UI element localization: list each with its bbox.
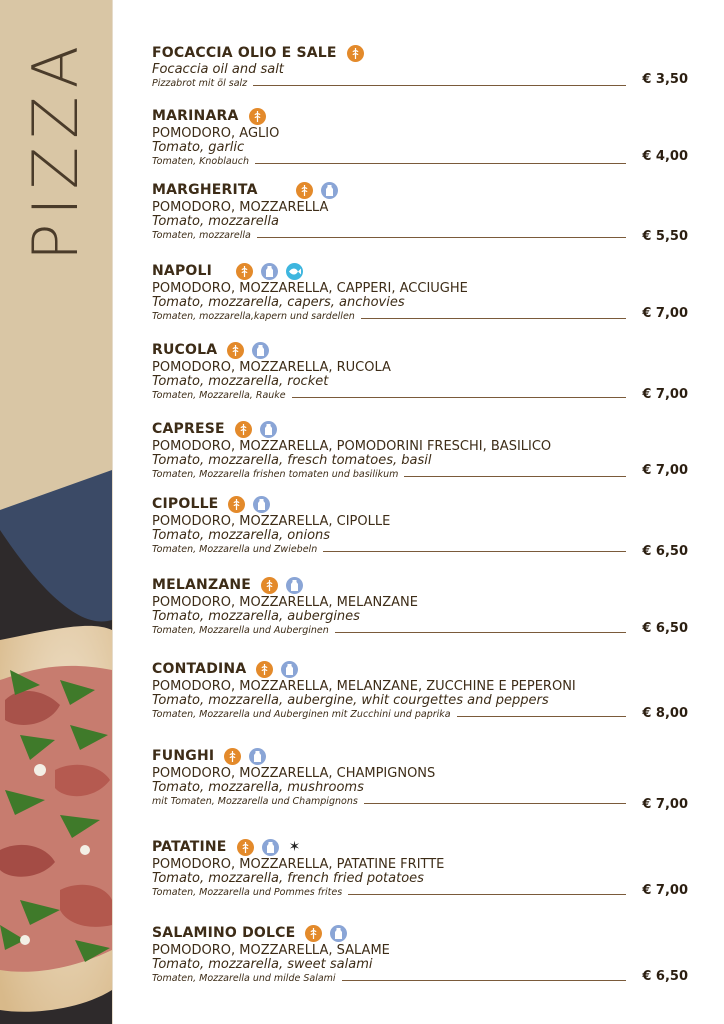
wheat-icon bbox=[237, 839, 254, 856]
price-leader-line bbox=[404, 476, 626, 477]
sidebar-title-text: PIZZA bbox=[19, 37, 93, 261]
ingredients-german-row bbox=[152, 972, 692, 985]
ingredients-english: Focaccia oil and salt bbox=[152, 62, 284, 77]
milk-icon bbox=[281, 661, 298, 678]
wheat-icon bbox=[305, 925, 322, 942]
price: € 6,50 bbox=[642, 621, 688, 636]
allergen-icons bbox=[236, 263, 311, 280]
pizza-name: PATATINE bbox=[152, 839, 227, 855]
ingredients-german-row bbox=[152, 229, 692, 242]
price-leader-line bbox=[292, 397, 626, 398]
ingredients-german-row bbox=[152, 155, 692, 168]
ingredients-german: Tomaten, Mozzarella und Auberginen mit Zucchini und paprika bbox=[152, 709, 451, 720]
ingredients-italian: POMODORO, MOZZARELLA, CHAMPIGNONS bbox=[152, 766, 436, 781]
allergen-icons bbox=[256, 661, 306, 678]
ingredients-german-row bbox=[152, 624, 692, 637]
menu-item-header bbox=[152, 923, 692, 943]
price-leader-line bbox=[255, 163, 626, 164]
price-leader-line bbox=[361, 318, 626, 319]
pizza-name: CONTADINA bbox=[152, 661, 247, 677]
ingredients-german: Tomaten, Mozzarella und Auberginen bbox=[152, 625, 329, 636]
ingredients-german-row bbox=[152, 310, 692, 323]
pizza-name: CIPOLLE bbox=[152, 496, 219, 512]
menu-item-header bbox=[152, 494, 692, 514]
ingredients-german-row bbox=[152, 468, 692, 481]
pizza-photo bbox=[0, 470, 112, 1024]
sidebar-edge bbox=[112, 0, 113, 1024]
pizza-name: MARINARA bbox=[152, 108, 239, 124]
ingredients-german: Tomaten, Mozzarella und Pommes frites bbox=[152, 887, 343, 898]
menu-item-header bbox=[152, 837, 692, 857]
ingredients-german-row bbox=[152, 886, 692, 899]
menu-item-header bbox=[152, 43, 692, 63]
ingredients-german: Pizzabrot mit öl salz bbox=[152, 78, 248, 89]
menu-item-header bbox=[152, 261, 692, 281]
price: € 5,50 bbox=[642, 229, 688, 244]
price: € 7,00 bbox=[642, 797, 688, 812]
price: € 4,00 bbox=[642, 149, 688, 164]
menu-item bbox=[152, 419, 692, 481]
allergen-icons bbox=[296, 182, 346, 199]
ingredients-italian: POMODORO, MOZZARELLA bbox=[152, 200, 329, 215]
ingredients-german-row bbox=[152, 795, 692, 808]
ingredients-english: Tomato, mozzarella, capers, anchovies bbox=[152, 295, 405, 310]
ingredients-german-row bbox=[152, 77, 692, 90]
ingredients-italian: POMODORO, MOZZARELLA, CIPOLLE bbox=[152, 514, 391, 529]
milk-icon bbox=[321, 182, 338, 199]
ingredients-german-row bbox=[152, 708, 692, 721]
milk-icon bbox=[330, 925, 347, 942]
ingredients-german: Tomaten, mozzarella,kapern und sardellen bbox=[152, 311, 355, 322]
pizza-name: RUCOLA bbox=[152, 342, 218, 358]
ingredients-english: Tomato, mozzarella, fresch tomatoes, basil bbox=[152, 453, 432, 468]
ingredients-italian: POMODORO, MOZZARELLA, SALAME bbox=[152, 943, 390, 958]
milk-icon bbox=[252, 342, 269, 359]
menu-item-header bbox=[152, 746, 692, 766]
ingredients-german: Tomaten, Knoblauch bbox=[152, 156, 249, 167]
price: € 7,00 bbox=[642, 463, 688, 478]
ingredients-english: Tomato, mozzarella bbox=[152, 214, 279, 229]
ingredients-italian: POMODORO, MOZZARELLA, POMODORINI FRESCHI, BASILICO bbox=[152, 439, 552, 454]
price-leader-line bbox=[342, 980, 626, 981]
menu-item bbox=[152, 746, 692, 808]
ingredients-german: Tomaten, Mozzarella und milde Salami bbox=[152, 973, 336, 984]
ingredients-english: Tomato, mozzarella, rocket bbox=[152, 374, 329, 389]
menu-item-header bbox=[152, 659, 692, 679]
allergen-icons bbox=[347, 45, 372, 62]
allergen-icons bbox=[228, 496, 278, 513]
milk-icon bbox=[253, 496, 270, 513]
milk-icon bbox=[260, 421, 277, 438]
pizza-name: CAPRESE bbox=[152, 421, 225, 437]
milk-icon bbox=[262, 839, 279, 856]
menu-item-header bbox=[152, 180, 692, 200]
wheat-icon bbox=[347, 45, 364, 62]
ingredients-english: Tomato, mozzarella, aubergine, whit courgettes and peppers bbox=[152, 693, 549, 708]
menu-item bbox=[152, 659, 692, 721]
allergen-icons bbox=[227, 342, 277, 359]
price-leader-line bbox=[364, 803, 626, 804]
star-icon: ✶ bbox=[288, 839, 301, 855]
allergen-icons bbox=[235, 421, 285, 438]
ingredients-german: Tomaten, mozzarella bbox=[152, 230, 251, 241]
menu-item bbox=[152, 180, 692, 242]
menu-item-header bbox=[152, 106, 692, 126]
pizza-name: MARGHERITA bbox=[152, 182, 258, 198]
wheat-icon bbox=[261, 577, 278, 594]
ingredients-german: Tomaten, Mozzarella und Zwiebeln bbox=[152, 544, 318, 555]
allergen-icons bbox=[237, 839, 309, 856]
menu-item bbox=[152, 575, 692, 637]
menu-item bbox=[152, 837, 692, 899]
price-leader-line bbox=[257, 237, 626, 238]
pizza-name: NAPOLI bbox=[152, 263, 213, 279]
ingredients-italian: POMODORO, MOZZARELLA, PATATINE FRITTE bbox=[152, 857, 445, 872]
price: € 6,50 bbox=[642, 969, 688, 984]
allergen-icons bbox=[305, 925, 355, 942]
price: € 7,00 bbox=[642, 306, 688, 321]
milk-icon bbox=[249, 748, 266, 765]
wheat-icon bbox=[249, 108, 266, 125]
price: € 8,00 bbox=[642, 706, 688, 721]
ingredients-german-row bbox=[152, 389, 692, 402]
menu-item bbox=[152, 923, 692, 985]
pizza-name: SALAMINO DOLCE bbox=[152, 925, 296, 941]
menu-item bbox=[152, 261, 692, 323]
ingredients-english: Tomato, mozzarella, aubergines bbox=[152, 609, 360, 624]
ingredients-italian: POMODORO, MOZZARELLA, MELANZANE bbox=[152, 595, 418, 610]
ingredients-german-row bbox=[152, 543, 692, 556]
menu-item bbox=[152, 494, 692, 556]
wheat-icon bbox=[228, 496, 245, 513]
ingredients-german: mit Tomaten, Mozzarella und Champignons bbox=[152, 796, 358, 807]
fish-icon bbox=[286, 263, 303, 280]
ingredients-english: Tomato, mozzarella, onions bbox=[152, 528, 331, 543]
wheat-icon bbox=[224, 748, 241, 765]
wheat-icon bbox=[227, 342, 244, 359]
sidebar-title bbox=[8, 37, 104, 261]
price-leader-line bbox=[253, 85, 626, 86]
price-leader-line bbox=[335, 632, 626, 633]
price-leader-line bbox=[348, 894, 626, 895]
menu-item bbox=[152, 106, 692, 168]
pizza-name: FOCACCIA OLIO E SALE bbox=[152, 45, 337, 61]
ingredients-italian: POMODORO, AGLIO bbox=[152, 126, 280, 141]
menu-item bbox=[152, 43, 692, 90]
price: € 6,50 bbox=[642, 544, 688, 559]
ingredients-english: Tomato, mozzarella, sweet salami bbox=[152, 957, 373, 972]
ingredients-german: Tomaten, Mozzarella frishen tomaten und basilikum bbox=[152, 469, 399, 480]
wheat-icon bbox=[235, 421, 252, 438]
allergen-icons bbox=[261, 577, 311, 594]
menu-item-header bbox=[152, 419, 692, 439]
pizza-name: MELANZANE bbox=[152, 577, 252, 593]
ingredients-italian: POMODORO, MOZZARELLA, CAPPERI, ACCIUGHE bbox=[152, 281, 468, 296]
ingredients-german: Tomaten, Mozzarella, Rauke bbox=[152, 390, 286, 401]
ingredients-italian: POMODORO, MOZZARELLA, RUCOLA bbox=[152, 360, 391, 375]
sidebar bbox=[0, 0, 112, 1024]
price-leader-line bbox=[323, 551, 626, 552]
menu-item-header bbox=[152, 340, 692, 360]
wheat-icon bbox=[236, 263, 253, 280]
allergen-icons bbox=[224, 748, 274, 765]
milk-icon bbox=[286, 577, 303, 594]
ingredients-english: Tomato, mozzarella, french fried potatoes bbox=[152, 871, 424, 886]
menu-item-header bbox=[152, 575, 692, 595]
wheat-icon bbox=[296, 182, 313, 199]
menu-item bbox=[152, 340, 692, 402]
ingredients-italian: POMODORO, MOZZARELLA, MELANZANE, ZUCCHINE E PEPERONI bbox=[152, 679, 576, 694]
ingredients-english: Tomato, mozzarella, mushrooms bbox=[152, 780, 364, 795]
milk-icon bbox=[261, 263, 278, 280]
price-leader-line bbox=[457, 716, 626, 717]
ingredients-english: Tomato, garlic bbox=[152, 140, 245, 155]
allergen-icons bbox=[249, 108, 274, 125]
price: € 7,00 bbox=[642, 387, 688, 402]
price: € 7,00 bbox=[642, 883, 688, 898]
pizza-name: FUNGHI bbox=[152, 748, 215, 764]
wheat-icon bbox=[256, 661, 273, 678]
price: € 3,50 bbox=[642, 72, 688, 87]
